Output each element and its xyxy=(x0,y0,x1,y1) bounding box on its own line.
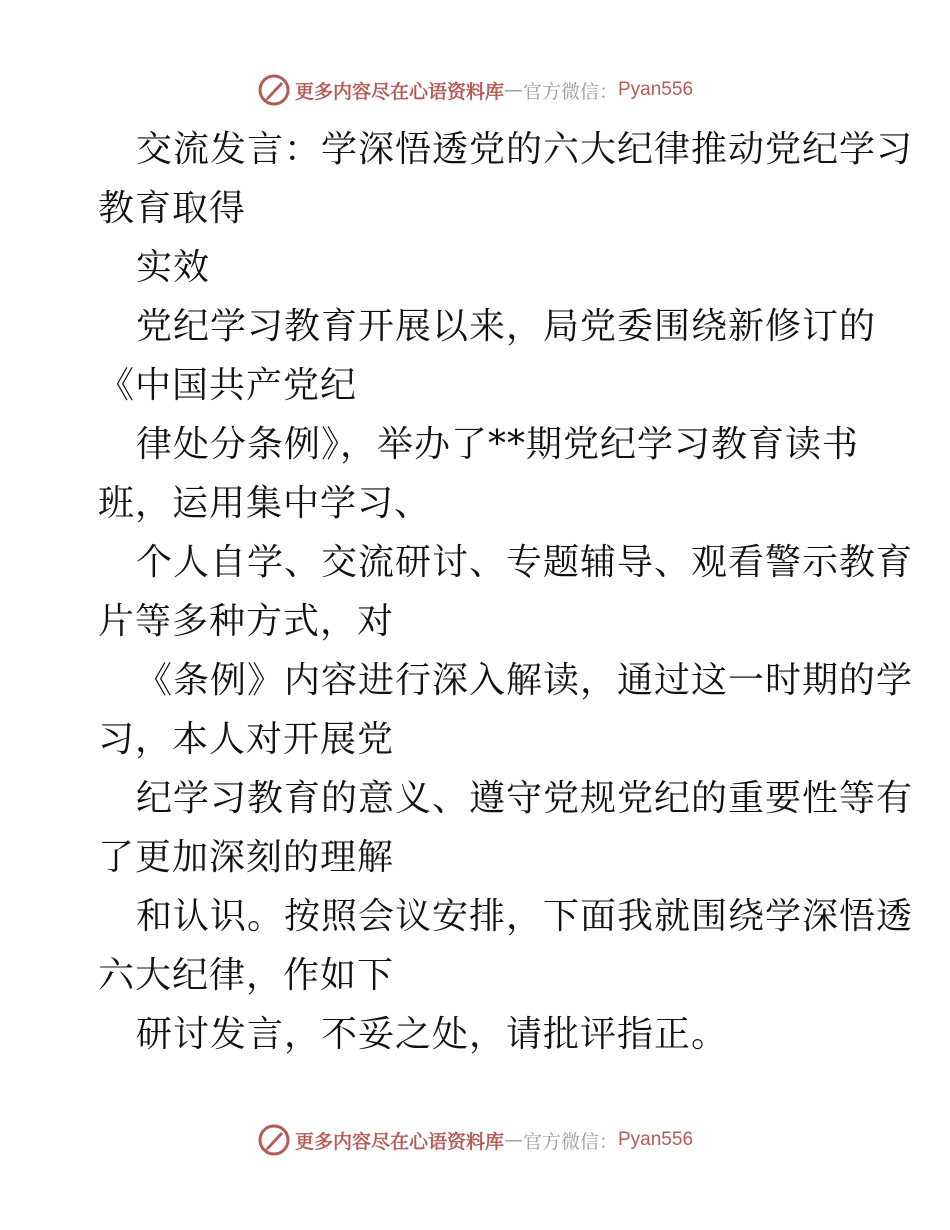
paragraph-line: 纪学习教育的意义、遵守党规党纪的重要性等有 xyxy=(136,778,914,819)
paragraph-line: 研讨发言，不妥之处，请批评指正。 xyxy=(136,1014,729,1055)
watermark-main-text: 更多内容尽在心语资料库 xyxy=(294,1130,504,1153)
watermark-official-label: 官方微信： xyxy=(522,1130,618,1153)
title-line-3: 实效 xyxy=(136,247,211,288)
paragraph-line: 《条例》内容进行深入解读，通过这一时期的学 xyxy=(136,660,914,701)
watermark-wechat-id: Pyan556 xyxy=(618,79,694,100)
document-body xyxy=(98,120,914,1064)
footer-watermark xyxy=(0,1120,950,1160)
watermark-wechat-id: Pyan556 xyxy=(618,1129,694,1150)
paragraph-line: 《中国共产党纪 xyxy=(98,365,358,406)
watermark-separator: — xyxy=(503,79,523,101)
paragraph-line: 六大纪律，作如下 xyxy=(98,955,395,996)
paragraph-line: 班，运用集中学习、 xyxy=(98,483,432,524)
paragraph-line: 习，本人对开展党 xyxy=(98,719,395,760)
title-line-2: 教育取得 xyxy=(98,188,247,229)
quill-pen-logo-icon xyxy=(257,73,291,107)
header-watermark xyxy=(0,70,950,110)
paragraph-line: 片等多种方式，对 xyxy=(98,601,395,642)
watermark-official-label: 官方微信： xyxy=(522,80,618,103)
watermark-separator: — xyxy=(503,1129,523,1151)
paragraph-line: 律处分条例》，举办了**期党纪学习教育读书 xyxy=(136,424,860,465)
paragraph-line: 个人自学、交流研讨、专题辅导、观看警示教育 xyxy=(136,542,914,583)
paragraph-line: 和认识。按照会议安排，下面我就围绕学深悟透 xyxy=(136,896,914,937)
paragraph-line: 党纪学习教育开展以来，局党委围绕新修订的 xyxy=(136,306,877,347)
title-line-1: 交流发言：学深悟透党的六大纪律推动党纪学习 xyxy=(136,129,914,170)
watermark-main-text: 更多内容尽在心语资料库 xyxy=(294,80,504,103)
quill-pen-logo-icon xyxy=(257,1123,291,1157)
paragraph-line: 了更加深刻的理解 xyxy=(98,837,395,878)
